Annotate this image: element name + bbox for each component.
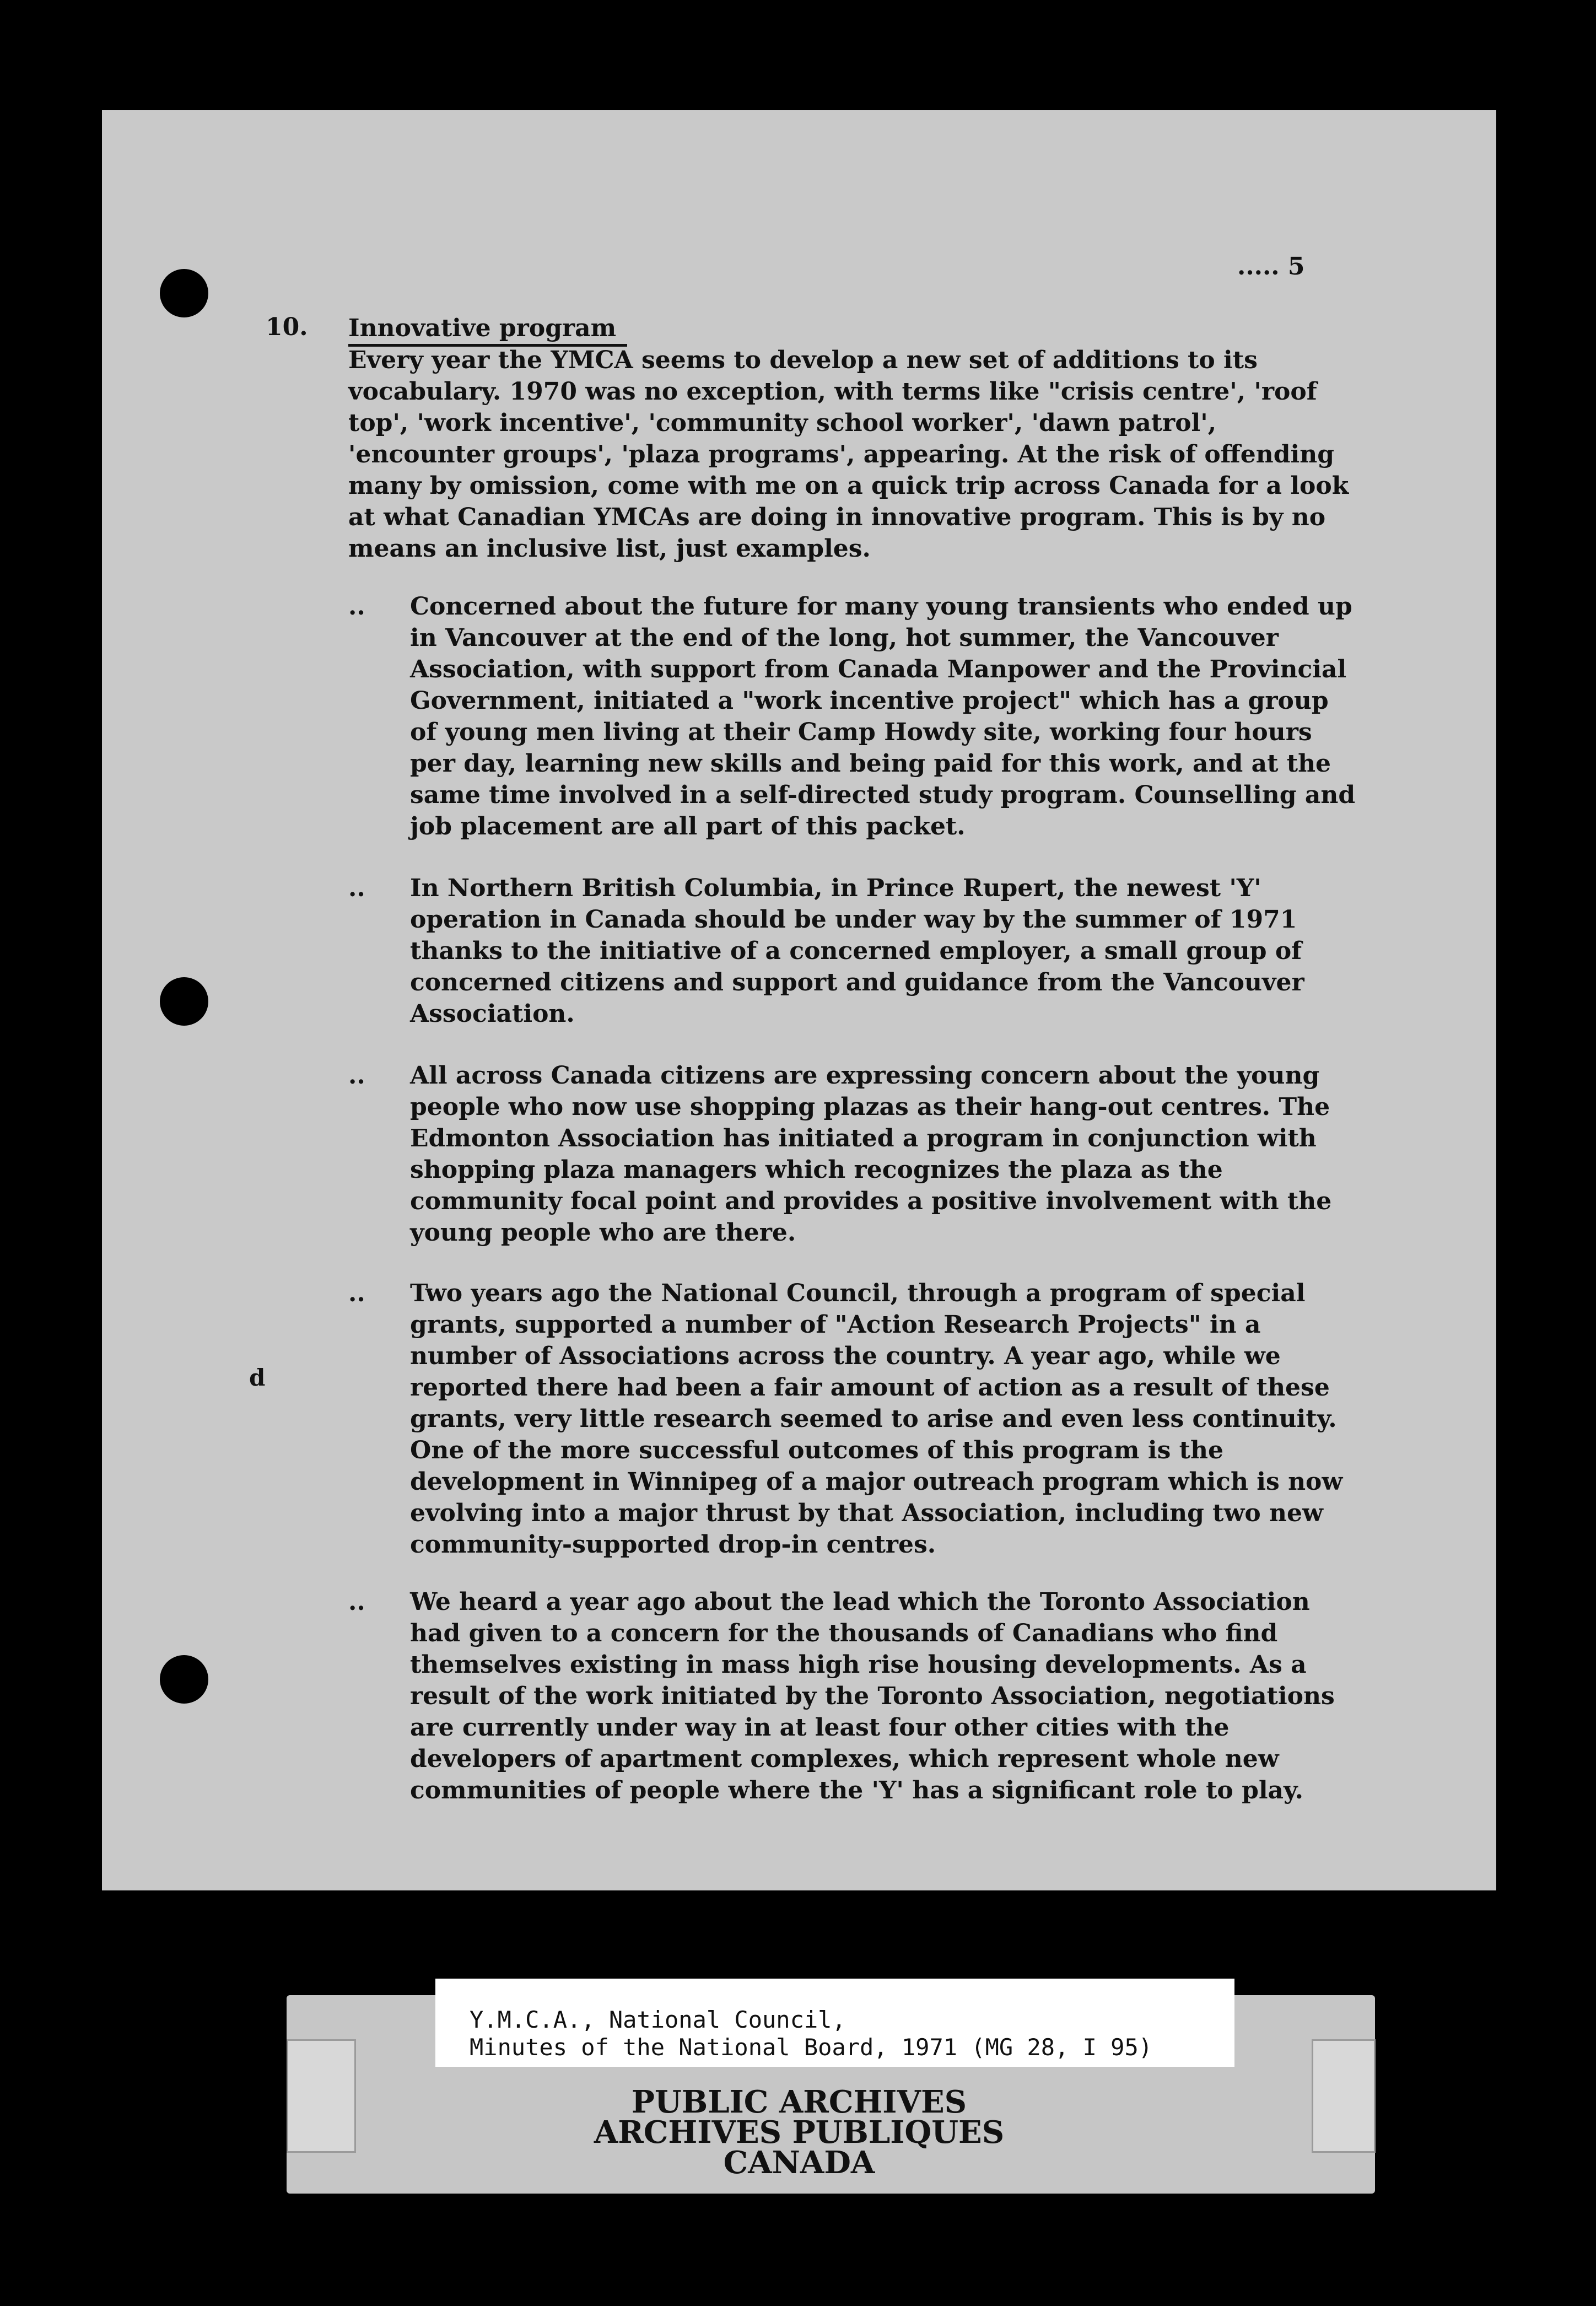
bullet-text: Two years ago the National Council, through a program of special grants, supported a number of "Action Research Projects" in a number of Associations across the country. A year ago, while we reported there had been a fair amount of action as a result of these grants, very little research seemed to arise and even less continuity. One of the more successful outcomes of this program is the development in Winnipeg of a major outreach program which is now evolving into a major thrust by that Association, including two new community-supported drop-in centres. — [410, 1279, 1343, 1559]
bullet-text: All across Canada citizens are expressing concern about the young people who now use shopping plazas as their hang-out centres. The Edmonton Association has initiated a program in conjunction with shopping plaza managers which recognizes the plaza as the community focal point and provides a positive involvement with the young people who are there. — [410, 1062, 1332, 1247]
bullet-item-vancouver — [348, 591, 1384, 842]
bullet-marker: .. — [348, 1279, 365, 1307]
archive-strip-right-tab — [1312, 2039, 1376, 2153]
punch-hole-bottom — [160, 1655, 208, 1704]
archive-stamp-line-3: CANADA — [723, 2145, 875, 2181]
bullet-item-prince-rupert — [348, 872, 1384, 1030]
archive-label-line-2: Minutes of the National Board, 1971 (MG 28, I 95) — [470, 2034, 1153, 2061]
bullet-item-edmonton — [348, 1060, 1384, 1248]
archive-stamp-line-2: ARCHIVES PUBLIQUES — [594, 2114, 1005, 2151]
archive-reference-label — [435, 1979, 1234, 2067]
bullet-marker: .. — [348, 874, 365, 902]
bullet-marker: .. — [348, 1588, 365, 1616]
section-number: 10. — [266, 313, 308, 341]
section-intro: Every year the YMCA seems to develop a new set of additions to its vocabulary. 1970 was no exception, with terms like "crisis centre', 'roof top', 'work incentive', 'community school worker', 'dawn patrol', 'encounter groups', 'plaza programs', appearing. At the risk of offending many by omission, come with me on a quick trip across Canada for a look at what Canadian YMCAs are doing in innovative program. This is by no means an inclusive list, just examples. — [348, 346, 1349, 563]
page-number: ..... 5 — [1237, 252, 1305, 281]
archive-label-line-1: Y.M.C.A., National Council, — [470, 2006, 846, 2033]
bullet-text: In Northern British Columbia, in Prince Rupert, the newest 'Y' operation in Canada should be under way by the summer of 1971 thanks to the initiative of a concerned employer, a small group of concerned citizens and support and guidance from the Vancouver Association. — [410, 874, 1304, 1028]
bullet-item-winnipeg — [348, 1278, 1384, 1560]
margin-note: d — [249, 1364, 266, 1391]
section-title: Innovative program — [348, 313, 627, 347]
bullet-text: We heard a year ago about the lead which the Toronto Association had given to a concern for the thousands of Canadians who find themselves existing in mass high rise housing developments. As a result of the work initiated by the Toronto Association, negotiations are currently under way in at least four other cities with the developers of apartment complexes, which represent whole new communities of people where the 'Y' has a significant role to play. — [410, 1588, 1335, 1804]
archive-strip-left-tab — [287, 2039, 356, 2153]
bullet-marker: .. — [348, 1062, 365, 1090]
bullet-text: Concerned about the future for many young transients who ended up in Vancouver at the end of the long, hot summer, the Vancouver Association, with support from Canada Manpower and the Provincial Government, initiated a "work incentive project" which has a group of young men living at their Camp Howdy site, working four hours per day, learning new skills and being paid for this work, and at the same time involved in a self-directed study program. Counselling and job placement are all part of this packet. — [410, 592, 1356, 840]
bullet-item-toronto — [348, 1586, 1384, 1806]
punch-hole-top — [160, 269, 208, 317]
bullet-marker: .. — [348, 592, 365, 621]
archive-stamp-line-1: PUBLIC ARCHIVES — [631, 2084, 967, 2120]
punch-hole-middle — [160, 977, 208, 1026]
